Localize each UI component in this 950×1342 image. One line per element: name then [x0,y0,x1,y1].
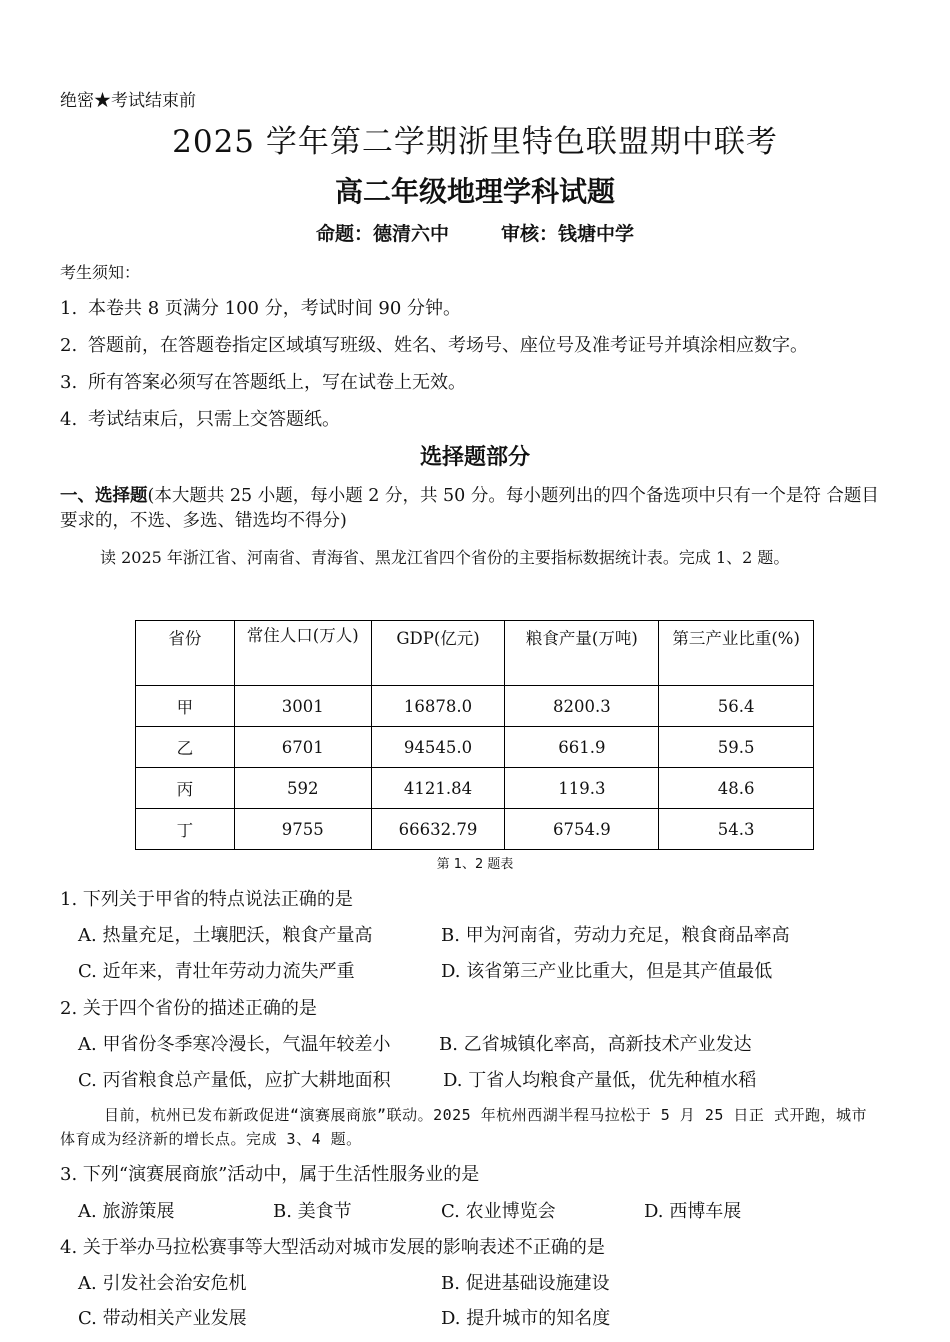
table-caption: 第 1、2 题表 [436,857,514,872]
section-title: 选择题部分 [419,445,530,470]
province-stats-table [135,620,814,850]
option-b[interactable]: B. 促进基础设施建设 [441,1273,610,1294]
question-stem: 2. 关于四个省份的描述正确的是 [60,998,317,1019]
table-cell: 16878.0 [371,686,505,727]
exam-title: 2025 学年第二学期浙里特色联盟期中联考 [172,124,778,160]
notice-heading: 考生须知： [60,263,141,282]
notice-item: 2. 答题前，在答题卷指定区域填写班级、姓名、考场号、座位号及准考证号并填涂相应数字。 [60,335,808,356]
authors-line [0,219,950,246]
table-cell: 6701 [234,727,371,768]
table-header-cell: 粮食产量(万吨) [505,621,659,686]
table-header-cell: GDP(亿元) [371,621,505,686]
table-cell: 59.5 [659,727,814,768]
table-header-row [136,621,814,686]
material-intro-2: 目前，杭州已发布新政促进“演赛展商旅”联动。2025 年杭州西湖半程马拉松于 5 月 25 日正 式开跑，城市体育成为经济新的增长点。完成 3、4 题。 [60,1106,867,1148]
question-stem: 4. 关于举办马拉松赛事等大型活动对城市发展的影响表述不正确的是 [60,1237,605,1258]
table-cell: 乙 [136,727,235,768]
table-cell: 48.6 [659,768,814,809]
confidential-label: 绝密★考试结束前 [60,91,196,111]
option-a[interactable]: A. 热量充足，土壤肥沃，粮食产量高 [78,925,373,946]
table-header-cell: 常住人口(万人) [234,621,371,686]
option-d[interactable]: D. 该省第三产业比重大，但是其产值最低 [441,961,773,982]
table-header-cell: 第三产业比重(%) [659,621,814,686]
table-cell: 4121.84 [371,768,505,809]
table-row [136,809,814,850]
option-c[interactable]: C. 带动相关产业发展 [78,1308,247,1329]
table-cell: 56.4 [659,686,814,727]
table-cell: 3001 [234,686,371,727]
material-intro-1: 读 2025 年浙江省、河南省、青海省、黑龙江省四个省份的主要指标数据统计表。完成 1、2 题。 [100,548,790,567]
option-a[interactable]: A. 旅游策展 [78,1201,175,1222]
option-d[interactable]: D. 西博车展 [644,1201,742,1222]
option-c[interactable]: C. 近年来，青壮年劳动力流失严重 [78,961,355,982]
table-cell: 8200.3 [505,686,659,727]
notice-item: 4. 考试结束后，只需上交答题纸。 [60,409,340,430]
option-a[interactable]: A. 引发社会治安危机 [78,1273,247,1294]
table-cell: 66632.79 [371,809,505,850]
table-row [136,768,814,809]
table-cell: 丁 [136,809,235,850]
question-stem: 3. 下列“演赛展商旅”活动中，属于生活性服务业的是 [60,1164,480,1185]
option-c[interactable]: C. 丙省粮食总产量低，应扩大耕地面积 [78,1070,391,1091]
notice-item: 3. 所有答案必须写在答题纸上，写在试卷上无效。 [60,372,466,393]
option-b[interactable]: B. 乙省城镇化率高，高新技术产业发达 [439,1034,752,1055]
option-a[interactable]: A. 甲省份冬季寒冷漫长，气温年较差小 [78,1034,391,1055]
part-label: 一、选择题 [60,486,148,506]
table-cell: 94545.0 [371,727,505,768]
table-cell: 甲 [136,686,235,727]
author: 命题：德清六中 [315,223,449,245]
table-row [136,686,814,727]
part-instructions [60,484,880,534]
notice-item: 1. 本卷共 8 页满分 100 分，考试时间 90 分钟。 [60,298,462,319]
table-header-cell: 省份 [136,621,235,686]
table-cell: 661.9 [505,727,659,768]
table-cell: 119.3 [505,768,659,809]
option-d[interactable]: D. 提升城市的知名度 [441,1308,611,1329]
reviewer: 审核：钱塘中学 [501,223,635,245]
table-cell: 丙 [136,768,235,809]
table-cell: 54.3 [659,809,814,850]
table-row [136,727,814,768]
part-text: (本大题共 25 小题，每小题 2 分，共 50 分。每小题列出的四个备选项中只有一个是符 合题目要求的，不选、多选、错选均不得分) [60,486,879,531]
question-stem: 1. 下列关于甲省的特点说法正确的是 [60,889,353,910]
table-cell: 592 [234,768,371,809]
option-b[interactable]: B. 美食节 [273,1201,352,1222]
option-b[interactable]: B. 甲为河南省，劳动力充足，粮食商品率高 [441,925,790,946]
option-d[interactable]: D. 丁省人均粮食产量低，优先种植水稻 [443,1070,757,1091]
table-cell: 9755 [234,809,371,850]
option-c[interactable]: C. 农业博览会 [441,1201,556,1222]
exam-subtitle: 高二年级地理学科试题 [334,175,615,208]
table-cell: 6754.9 [505,809,659,850]
